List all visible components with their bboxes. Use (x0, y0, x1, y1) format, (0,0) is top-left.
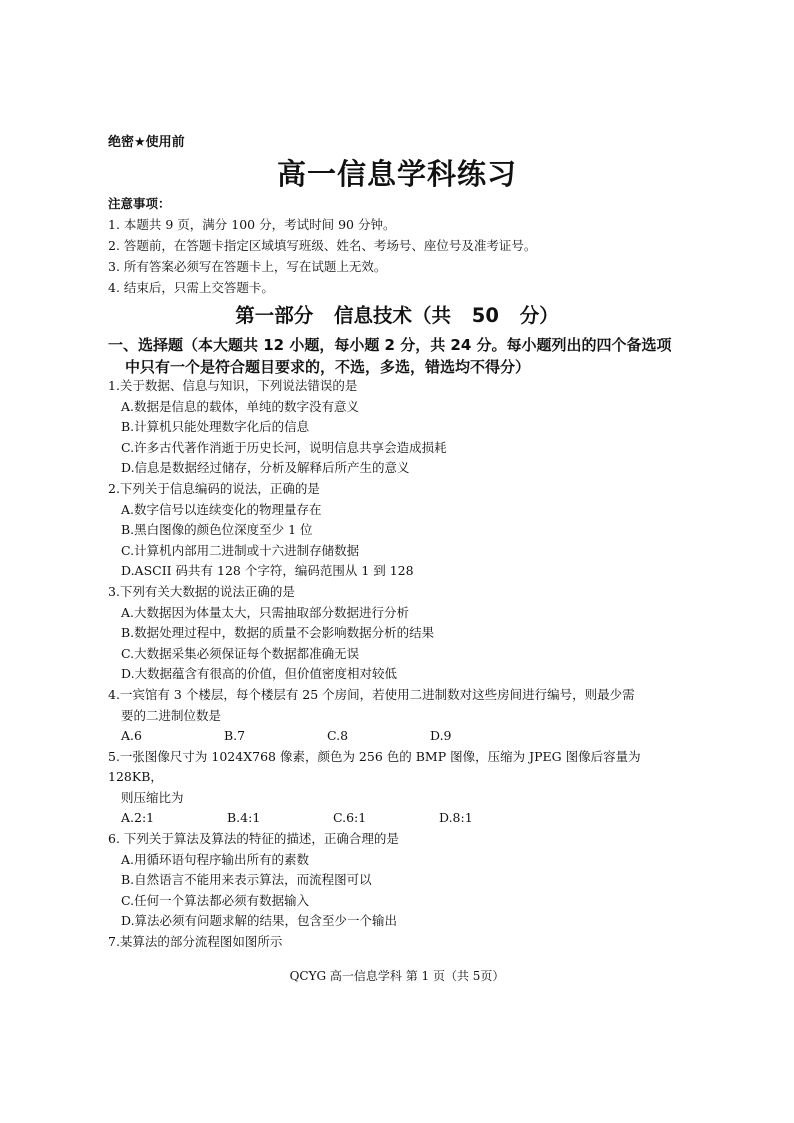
option: A.6 (121, 728, 142, 744)
question-stem-continued: 则压缩比为 (121, 789, 184, 805)
notes-block (108, 193, 708, 298)
part-title: 第一部分 信息技术（共 50 分） (235, 304, 559, 327)
option: C.任何一个算法都必须有数据输入 (121, 892, 310, 908)
option: C.6:1 (333, 810, 367, 826)
confidential-label: 绝密★使用前 (108, 135, 185, 150)
notes-heading: 注意事项： (108, 196, 171, 211)
note-item: 2. 答题前，在答题卡指定区域填写班级、姓名、考场号、座位号及准考证号。 (108, 238, 537, 253)
option: C.大数据采集必须保证每个数据都准确无误 (121, 645, 360, 661)
option: B.数据处理过程中，数据的质量不会影响数据分析的结果 (121, 625, 435, 641)
section-line-1: 一、选择题（本大题共 12 小题，每小题 2 分，共 24 分。每小题列出的四个备选项 (108, 336, 672, 354)
option: C.8 (327, 728, 349, 744)
question-stem-continued: 要的二进制位数是 (121, 707, 222, 723)
question-1 (108, 376, 698, 479)
page-footer: QCYG 高一信息学科 第 1 页（共 5页） (289, 969, 505, 983)
note-item: 1. 本题共 9 页，满分 100 分，考试时间 90 分钟。 (108, 217, 396, 232)
page-title: 高一信息学科练习 (276, 157, 517, 191)
questions-list (108, 376, 698, 953)
option: B.计算机只能处理数字化后的信息 (121, 419, 310, 435)
question-stem: 4.一宾馆有 3 个楼层，每个楼层有 25 个房间，若使用二进制数对这些房间进行编号，则最少需 (108, 686, 635, 702)
question-stem: 2.下列关于信息编码的说法，正确的是 (108, 480, 320, 496)
question-stem: 1.关于数据、信息与知识，下列说法错误的是 (108, 378, 358, 393)
option: A.大数据因为体量太大，只需抽取部分数据进行分析 (121, 604, 410, 620)
option: B.自然语言不能用来表示算法，而流程图可以 (121, 872, 372, 888)
option: A.数字信号以连续变化的物理量存在 (121, 501, 322, 517)
note-item: 3. 所有答案必须写在答题卡上，写在试题上无效。 (108, 259, 387, 274)
question-stem: 3.下列有关大数据的说法正确的是 (108, 583, 295, 599)
option: D.9 (430, 728, 452, 744)
option-row (108, 808, 698, 829)
section-line-2: 中只有一个是符合题目要求的，不选，多选，错选均不得分） (125, 358, 531, 376)
option: D.ASCII 码共有 128 个字符，编码范围从 1 到 128 (121, 563, 414, 579)
option: A.2:1 (121, 810, 155, 826)
option: D.大数据蕴含有很高的价值，但价值密度相对较低 (121, 666, 398, 682)
question-5 (108, 747, 698, 829)
question-stem: 7.某算法的部分流程图如图所示 (108, 934, 283, 950)
option: A.用循环语句程序输出所有的素数 (121, 851, 310, 867)
option: B.4:1 (227, 810, 261, 826)
question-2 (108, 479, 698, 582)
option: D.8:1 (439, 810, 473, 826)
question-3 (108, 582, 698, 685)
option: C.许多古代著作消逝于历史长河，说明信息共享会造成损耗 (121, 439, 447, 455)
question-6 (108, 829, 698, 932)
question-7 (108, 932, 698, 953)
question-stem: 5.一张图像尺寸为 1024X768 像素，颜色为 256 色的 BMP 图像，压缩为 JPEG 图像后容量为 128KB， (108, 748, 641, 785)
option: B.黑白图像的颜色位深度至少 1 位 (121, 522, 313, 538)
section-heading (108, 334, 698, 378)
question-4 (108, 685, 698, 747)
option: A.数据是信息的载体，单纯的数字没有意义 (121, 398, 360, 414)
option-row (108, 726, 698, 747)
option: D.算法必须有问题求解的结果，包含至少一个输出 (121, 913, 398, 929)
option: C.计算机内部用二进制或十六进制存储数据 (121, 542, 360, 558)
question-stem: 6. 下列关于算法及算法的特征的描述，正确合理的是 (108, 831, 399, 847)
note-item: 4. 结束后，只需上交答题卡。 (108, 280, 274, 295)
option: B.7 (224, 728, 246, 744)
option: D.信息是数据经过储存，分析及解释后所产生的意义 (121, 460, 410, 476)
